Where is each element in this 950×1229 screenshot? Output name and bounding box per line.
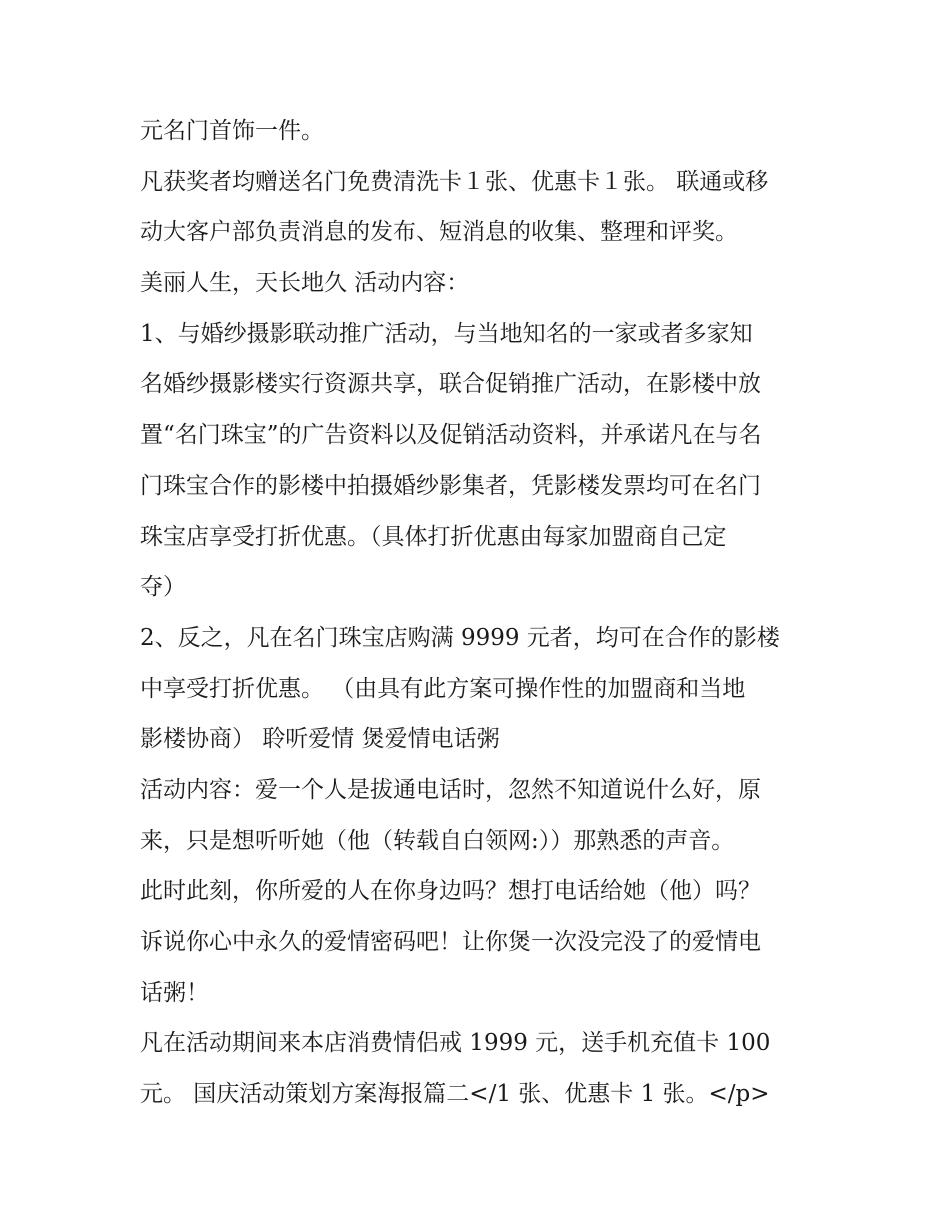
text-line: 珠宝店享受打折优惠。（具体打折优惠由每家加盟商自己定: [140, 523, 727, 550]
text-line: 夺）: [140, 574, 186, 601]
body-text: [140, 106, 830, 1120]
text-line: 中享受打折优惠。 （由具有此方案可操作性的加盟商和当地: [140, 675, 746, 702]
text-line: 2、反之，凡在名门珠宝店购满 9999 元者，均可在合作的影楼: [140, 624, 780, 651]
text-line: 元名门首饰一件。: [140, 118, 324, 144]
text-line: 凡在活动期间来本店消费情侣戒 1999 元，送手机充值卡 100: [140, 1030, 771, 1057]
text-line: 诉说你心中永久的爱情密码吧！让你煲一次没完没了的爱情电: [140, 929, 761, 955]
text-line: 话粥！: [140, 979, 209, 1006]
text-line: 1、与婚纱摄影联动推广活动，与当地知名的一家或者多家知: [140, 320, 753, 347]
text-line: 元。 国庆活动策划方案海报篇二</1 张、优惠卡 1 张。</p>: [140, 1081, 770, 1108]
text-line: 影楼协商） 聆听爱情 煲爱情电话粥: [140, 726, 500, 753]
text-line: 美丽人生，天长地久 活动内容：: [140, 270, 470, 297]
text-line: 动大客户部负责消息的发布、短消息的收集、整理和评奖。: [140, 219, 738, 246]
text-line: 名婚纱摄影楼实行资源共享，联合促销推广活动，在影楼中放: [140, 371, 761, 398]
text-line: 此时此刻，你所爱的人在你身边吗？想打电话给她（他）吗？: [140, 878, 761, 905]
text-line: 门珠宝合作的影楼中拍摄婚纱影集者，凭影楼发票均可在名门: [140, 472, 761, 499]
text-line: 置“名门珠宝”的广告资料以及促销活动资料，并承诺凡在与名: [140, 422, 762, 449]
text-line: 凡获奖者均赠送名门免费清洗卡１张、优惠卡１张。 联通或移: [140, 168, 769, 195]
text-line: 来，只是想听听她（他（转载自白领网:））那熟悉的声音。: [140, 827, 735, 854]
text-line: 活动内容：爱一个人是拔通电话时，忽然不知道说什么好，原: [140, 776, 761, 803]
